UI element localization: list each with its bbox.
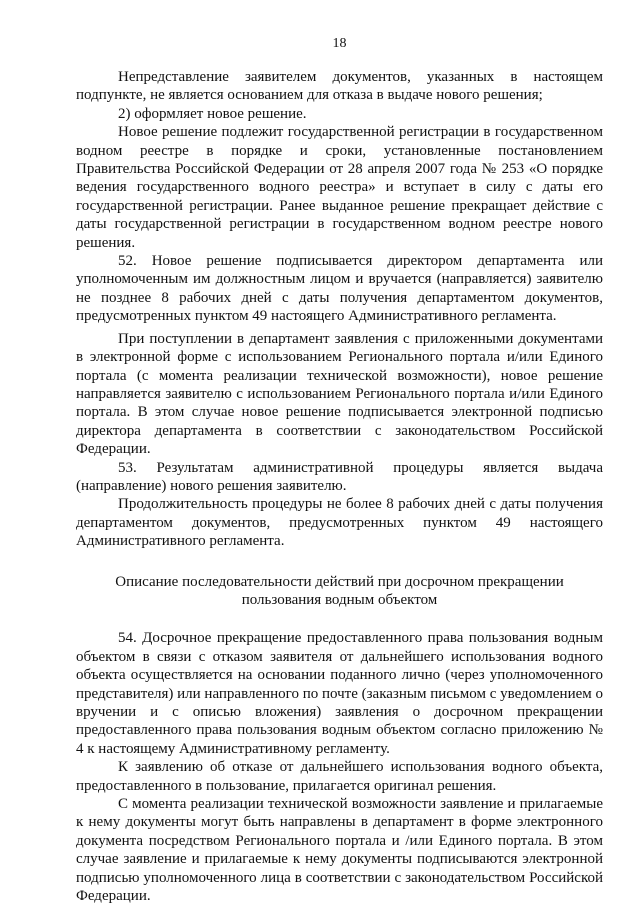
page-number: 18 — [332, 36, 347, 51]
paragraph-procedure-duration: Продолжительность процедуры не более 8 рабочих дней с даты получения департаментом документов, предусмотренных пунктом 49 настоящего Административного регламента. — [76, 496, 603, 550]
section-heading-line-1: Описание последовательности действий при досрочном прекращении — [115, 573, 564, 590]
paragraph-item-54: 54. Досрочное прекращение предоставленного права пользования водным объектом в связи с отказом заявителя от дальнейшего использования водного объекта осуществляется на основании поданного лично (через уполномоченного представителя) или направленного по почте (заказным письмом с уведомлением о вручении и с описью вложения) заявления о досрочном прекращении предоставленного права пользования водным объектом согласно приложению № 4 к настоящему Административному регламенту. — [76, 630, 603, 757]
paragraph-nonsubmission: Непредставление заявителем документов, указанных в настоящем подпункте, не является основанием для отказа в выдаче нового решения; — [76, 69, 603, 104]
paragraph-item-53: 53. Результатам административной процедуры является выдача (направление) нового решения заявителю. — [76, 459, 603, 494]
paragraph-item-52: 52. Новое решение подписывается директором департамента или уполномоченным им должностным лицом и вручается (направляется) заявителю не позднее 8 рабочих дней с даты получения департаментом документов, предусмотренных пунктом 49 настоящего Административного регламента. — [76, 253, 603, 325]
paragraph-electronic-application: С момента реализации технической возможности заявление и прилагаемые к нему документы могут быть направлены в департамент в форме электронного документа посредством Регионального портала и /или Единого портала. В этом случае заявление и прилагаемые к нему документы подписываются электронной подписью уполномоченного лица в соответствии с законодательством Российской Федерации. — [76, 796, 603, 905]
section-heading-line-2: пользования водным объектом — [241, 591, 438, 608]
paragraph-state-registration: Новое решение подлежит государственной регистрации в государственном водном реестре в порядке и сроки, установленные постановлением Правительства Российской Федерации от 28 апреля 2007 года № 253 «О порядке ведения государственного водного реестра» и вступает в силу с даты его государственной регистрации. Ранее выданное решение прекращает действие с даты государственной регистрации в государственном водном реестре нового решения. — [76, 124, 603, 251]
paragraph-original-decision: К заявлению об отказе от дальнейшего использования водного объекта, предоставленного в пользование, прилагается оригинал решения. — [76, 759, 603, 794]
paragraph-electronic-submission: При поступлении в департамент заявления с приложенными документами в электронной форме с использованием Регионального портала и/или Единого портала (с момента реализации технической возможности), новое решение направляется заявителю с использованием Регионального портала и/или Единого портала. В этом случае новое решение подписывается электронной подписью директора департамента в соответствии с законодательством Российской Федерации. — [76, 330, 603, 458]
section-heading — [76, 573, 603, 610]
paragraph-issue-new-decision: 2) оформляет новое решение. — [118, 105, 307, 122]
